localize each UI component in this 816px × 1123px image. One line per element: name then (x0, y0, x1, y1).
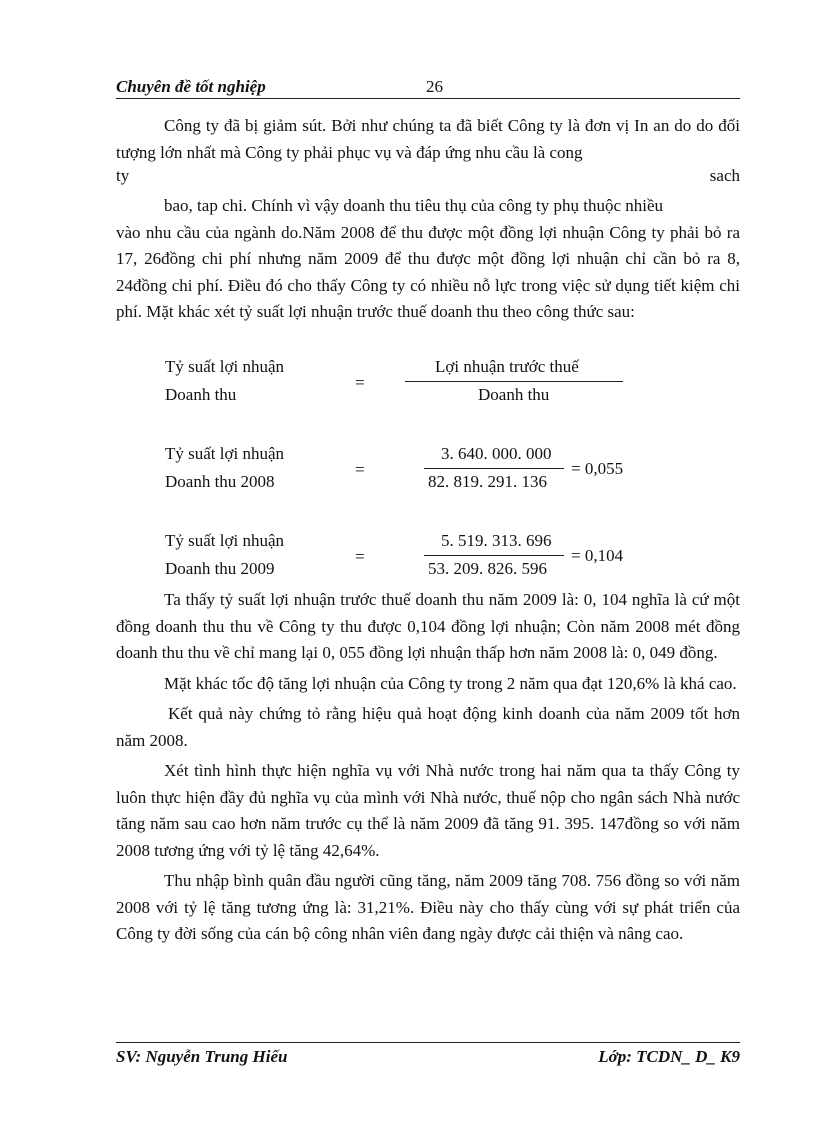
formula-2009-result: = 0,104 (571, 546, 624, 565)
formula-2009-fraction-bar (424, 555, 564, 556)
body-paragraph-4: Xét tình hình thực hiện nghĩa vụ với Nhà nước trong hai năm qua ta thấy Công ty luôn thực hiện đầy đủ nghĩa vụ của mình với Nhà nước, thuế nộp cho ngân sách Nhà nước tăng năm sau cao hơn năm trước cụ thể là năm 2009 đã tăng 91. 395. 147đồng so với năm 2008 tương ứng với tỷ lệ tăng 42,64%. (116, 761, 740, 860)
formula-2009-denominator: 53. 209. 826. 596 (428, 559, 547, 578)
body-paragraph-2: Mặt khác tốc độ tăng lợi nhuận của Công ty trong 2 năm qua đạt 120,6% là khá cao. (164, 673, 737, 693)
intro-paragraph (116, 113, 740, 166)
formula-general-eq: = (355, 373, 365, 392)
header-divider (116, 98, 740, 99)
formula-2008-eq: = (355, 460, 365, 479)
formula-2008-result: = 0,055 (571, 459, 624, 478)
formula-2008-label2: Doanh thu 2008 (165, 472, 275, 491)
footer-divider (116, 1042, 740, 1043)
formula-2009-label1: Tỷ suất lợi nhuận (165, 531, 284, 550)
formula-2008-fraction-bar (424, 468, 564, 469)
body-paragraph-3: Kết quả này chứng tỏ rằng hiệu quả hoạt động kinh doanh của năm 2009 tốt hơn năm 2008. (116, 704, 740, 750)
footer-class: Lớp: TCDN_ D_ K9 (598, 1047, 740, 1066)
intro-text-2-first: bao, tap chi. Chính vì vậy doanh thu tiêu thụ của công ty phụ thuộc nhiều (164, 196, 664, 215)
formula-general-label1: Tỷ suất lợi nhuận (165, 357, 284, 376)
formula-2008-numerator: 3. 640. 000. 000 (441, 444, 552, 463)
formula-2008-label1: Tỷ suất lợi nhuận (165, 444, 284, 463)
intro-text-1: Công ty đã bị giảm sút. Bởi như chúng ta đã biết Công ty là đơn vị In an do do đối tượng lớn nhất mà Công ty phải phục vụ và đáp ứng nhu cầu là cong (116, 116, 740, 162)
page-number: 26 (426, 77, 443, 96)
formula-general-denominator: Doanh thu (478, 385, 550, 404)
formula-general-numerator: Lợi nhuận trước thuế (435, 357, 579, 376)
intro-word-left: ty (116, 166, 130, 185)
intro-paragraph-2 (116, 193, 740, 326)
body-paragraph-1: Ta thấy tỷ suất lợi nhuận trước thuế doanh thu năm 2009 là: 0, 104 nghĩa là cứ một đồng doanh thu thu về Công ty thu được 0,104 đồng lợi nhuận; Còn năm 2008 mét đồng doanh thu thu về chỉ mang lại 0, 055 đồng lợi nhuận thấp hơn năm 2008 là: 0, 049 đồng. (116, 590, 740, 662)
intro-text-2-rest: vào nhu cầu của ngành do.Năm 2008 để thu được một đồng lợi nhuận Công ty phải bỏ ra 17, 26đồng chi phí nhưng năm 2009 để thu được một đồng lợi nhuận chỉ cần bỏ ra 8, 24đồng chi phí. Điều đó cho thấy Công ty có nhiều nỗ lực trong việc sử dụng tiết kiệm chi phí. Mặt khác xét tỷ suất lợi nhuận trước thuế doanh thu theo công thức sau: (116, 222, 740, 321)
body-paragraph-5: Thu nhập bình quân đầu người cũng tăng, năm 2009 tăng 708. 756 đồng so với năm 2008 với tỷ lệ tăng tương ứng là: 31,21%. Điều này cho thấy cùng với sự phát triển của Công ty đời sống của cán bộ công nhân viên đang ngày được cải thiện và nâng cao. (116, 871, 740, 943)
formula-general-fraction-bar (405, 381, 623, 382)
formula-2008-denominator: 82. 819. 291. 136 (428, 472, 547, 491)
formula-2009-numerator: 5. 519. 313. 696 (441, 531, 552, 550)
body-text (116, 587, 740, 948)
formula-2009-label2: Doanh thu 2009 (165, 559, 275, 578)
footer-student: SV: Nguyễn Trung Hiếu (116, 1047, 288, 1066)
formula-2009-eq: = (355, 547, 365, 566)
intro-word-right: sach (709, 166, 740, 185)
formula-general-label2: Doanh thu (165, 385, 237, 404)
header-title: Chuyên đề tốt nghiệp (116, 77, 266, 96)
